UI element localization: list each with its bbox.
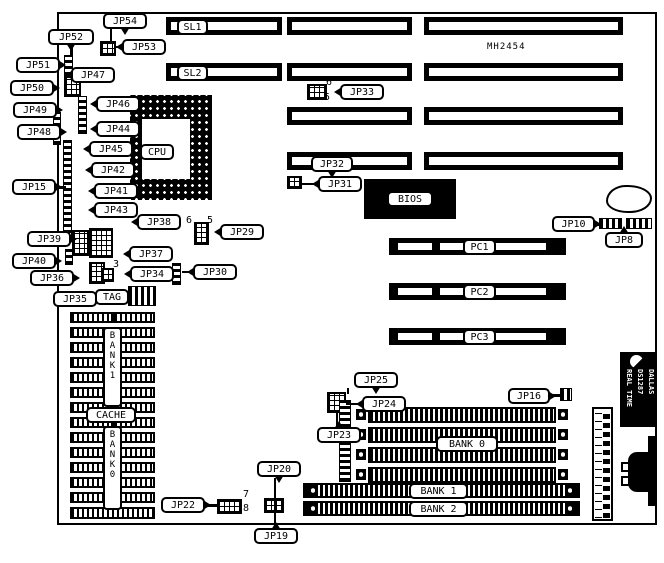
pointer-left-icon — [124, 269, 132, 279]
dallas-logo-icon — [630, 355, 643, 368]
power-connector-pins-left — [595, 410, 602, 518]
vertical-label-char: B — [109, 331, 116, 341]
isa-slot-segment — [287, 107, 412, 125]
leader-line — [110, 29, 112, 42]
slot-stripe — [429, 22, 618, 30]
vertical-label-char: N — [109, 450, 116, 460]
pin-number: 6 — [326, 77, 333, 88]
label-jp31: JP31 — [318, 176, 362, 192]
label-bios: BIOS — [387, 191, 433, 207]
label-bank0: BANK 0 — [436, 436, 498, 452]
slot-stripe — [429, 68, 618, 76]
pointer-left-icon — [88, 205, 96, 215]
label-jp43: JP43 — [94, 202, 138, 218]
pin-strip — [78, 96, 87, 134]
label-jp50: JP50 — [10, 80, 54, 96]
isa-slot-segment — [287, 17, 412, 35]
slot-stripe — [292, 112, 407, 120]
label-cpu: CPU — [140, 144, 174, 160]
jumper-block — [100, 41, 116, 56]
keyboard-connector-slot — [621, 462, 630, 472]
isa-slot-segment — [424, 107, 623, 125]
leader-line — [347, 388, 349, 394]
keyboard-connector-slot — [621, 476, 630, 486]
slot-stripe — [398, 288, 432, 295]
slot-stripe — [398, 333, 432, 340]
label-pc3: PC3 — [463, 329, 496, 345]
model-number: MH2454 — [487, 42, 526, 52]
pointer-left-icon — [116, 42, 124, 52]
label-jp35: JP35 — [53, 291, 97, 307]
vertical-label-char: B — [109, 430, 116, 440]
label-jp10: JP10 — [552, 216, 595, 232]
jumper-block — [89, 228, 113, 258]
slot-stripe — [292, 22, 407, 30]
pointer-left-icon — [356, 399, 364, 409]
label-sl2: SL2 — [177, 65, 208, 81]
pin-strip — [65, 249, 73, 265]
pointer-right-icon — [72, 273, 80, 283]
label-jp54: JP54 — [103, 13, 147, 29]
jumper-block — [287, 176, 302, 189]
vertical-label-char: 1 — [109, 371, 116, 381]
pointer-right-icon — [203, 500, 211, 510]
pointer-up-icon — [334, 421, 344, 429]
pin-number: 6 — [186, 215, 193, 226]
pointer-left-icon — [131, 217, 139, 227]
pointer-left-icon — [312, 179, 320, 189]
pin-strip — [560, 388, 572, 401]
jumper-block — [101, 268, 114, 282]
pin-number: 7 — [243, 489, 250, 500]
label-pc2: PC2 — [463, 284, 496, 300]
label-jp41: JP41 — [94, 183, 138, 199]
pointer-down-icon — [274, 475, 284, 483]
pointer-left-icon — [90, 99, 98, 109]
rtc-line-2: DS1287 — [636, 369, 644, 395]
pin-number: 8 — [243, 503, 250, 514]
pointer-up-icon — [271, 522, 281, 530]
pointer-right-icon — [54, 182, 62, 192]
label-sl1: SL1 — [177, 19, 208, 35]
isa-slot-segment — [424, 63, 623, 81]
label-jp52: JP52 — [48, 29, 94, 45]
label-jp8: JP8 — [605, 232, 643, 248]
label-bank0 — [103, 426, 122, 510]
jumper-block — [217, 499, 242, 514]
pin-strip — [128, 286, 156, 306]
rounded-outline-shape — [606, 185, 652, 213]
pointer-right-icon — [593, 219, 601, 229]
label-jp19: JP19 — [254, 528, 298, 544]
pointer-left-icon — [123, 249, 131, 259]
pin-strip — [626, 218, 652, 229]
label-jp34: JP34 — [130, 266, 174, 282]
label-jp45: JP45 — [89, 141, 133, 157]
slot-stripe — [292, 68, 407, 76]
pointer-right-icon — [69, 234, 77, 244]
label-jp30: JP30 — [193, 264, 237, 280]
rtc-chip-text — [621, 369, 656, 426]
label-jp37: JP37 — [129, 246, 173, 262]
label-jp49: JP49 — [13, 102, 57, 118]
label-jp29: JP29 — [220, 224, 264, 240]
pointer-right-icon — [55, 105, 63, 115]
pointer-down-icon — [120, 27, 130, 35]
label-jp24: JP24 — [362, 396, 406, 412]
isa-slot-segment — [287, 63, 412, 81]
power-connector-pins-right — [603, 410, 610, 518]
pin-number: 5 — [324, 92, 331, 103]
pointer-down-icon — [66, 43, 76, 51]
pointer-left-icon — [334, 87, 342, 97]
label-jp47: JP47 — [71, 67, 115, 83]
rtc-chip — [620, 352, 657, 427]
label-jp20: JP20 — [257, 461, 301, 477]
slot-stripe — [429, 112, 618, 120]
slot-stripe — [398, 243, 432, 250]
vertical-label-char: K — [109, 361, 116, 371]
vertical-label-char: 0 — [109, 470, 116, 480]
vertical-label-char: A — [109, 341, 116, 351]
label-jp36: JP36 — [30, 270, 74, 286]
cache-chip — [70, 312, 113, 323]
pointer-right-icon — [59, 127, 67, 137]
pointer-left-icon — [187, 267, 195, 277]
pointer-left-icon — [214, 227, 222, 237]
pointer-down-icon — [371, 386, 381, 394]
label-jp46: JP46 — [96, 96, 140, 112]
pin-number: 3 — [113, 259, 120, 270]
slot-stripe — [429, 157, 618, 165]
label-jp39: JP39 — [27, 231, 71, 247]
pointer-left-icon — [88, 186, 96, 196]
label-jp53: JP53 — [122, 39, 166, 55]
label-jp38: JP38 — [137, 214, 181, 230]
label-jp23: JP23 — [317, 427, 361, 443]
pointer-right-icon — [54, 256, 62, 266]
keyboard-connector-bulge — [628, 452, 650, 492]
pointer-right-icon — [58, 60, 66, 70]
simm-socket-bank0 — [368, 467, 556, 483]
label-jp25: JP25 — [354, 372, 398, 388]
rtc-line-3: REAL TIME — [625, 369, 633, 407]
vertical-label-char: A — [109, 440, 116, 450]
pin-strip — [63, 140, 72, 240]
pointer-up-icon — [619, 226, 629, 234]
label-bank1 — [103, 327, 122, 407]
label-cache: CACHE — [86, 407, 136, 423]
label-jp42: JP42 — [91, 162, 135, 178]
vertical-label-char: K — [109, 460, 116, 470]
label-jp15: JP15 — [12, 179, 56, 195]
label-bank2: BANK 2 — [409, 501, 468, 517]
vertical-label-char: N — [109, 351, 116, 361]
label-tag: TAG — [95, 289, 129, 305]
pin-number: 5 — [207, 215, 214, 226]
label-jp33: JP33 — [340, 84, 384, 100]
cache-chip — [113, 312, 155, 323]
label-jp40: JP40 — [12, 253, 56, 269]
pointer-right-icon — [52, 83, 60, 93]
label-bank1: BANK 1 — [409, 483, 468, 499]
label-jp44: JP44 — [96, 121, 140, 137]
label-jp22: JP22 — [161, 497, 205, 513]
isa-slot-segment — [424, 17, 623, 35]
rtc-line-1: DALLAS — [647, 369, 655, 395]
label-jp16: JP16 — [508, 388, 550, 404]
label-jp51: JP51 — [16, 57, 60, 73]
pointer-left-icon — [65, 70, 73, 80]
label-pc1: PC1 — [463, 239, 496, 255]
pointer-left-icon — [90, 124, 98, 134]
label-jp32: JP32 — [311, 156, 353, 172]
power-connector — [592, 407, 613, 521]
label-jp48: JP48 — [17, 124, 61, 140]
isa-slot-segment — [424, 152, 623, 170]
pointer-right-icon — [548, 391, 556, 401]
pointer-left-icon — [83, 144, 91, 154]
pointer-left-icon — [85, 165, 93, 175]
